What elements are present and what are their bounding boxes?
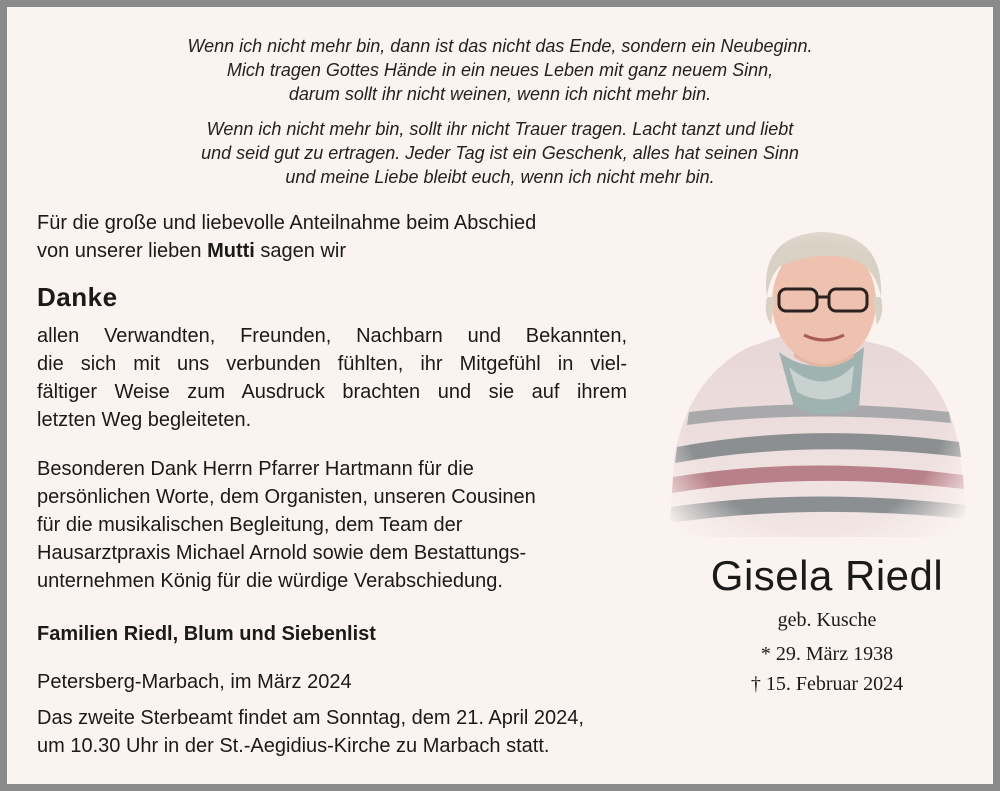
poem-line: und seid gut zu ertragen. Jeder Tag ist ein Geschenk, alles hat seinen Sinn (201, 143, 799, 163)
maiden-name: geb. Kusche (777, 609, 877, 631)
poem-stanza-2 (7, 117, 993, 189)
thanks-line: die sich mit uns verbunden fühlten, ihr Mitgefühl in viel- (37, 353, 627, 375)
intro-line: Für die große und liebevolle Anteilnahme beim Abschied (37, 212, 537, 234)
intro-line (37, 237, 536, 265)
special-line: für die musikalischen Begleitung, dem Team der (37, 514, 463, 536)
poem-line: Mich tragen Gottes Hände in ein neues Leben mit ganz neuem Sinn, (226, 60, 774, 80)
special-thanks-paragraph (37, 455, 536, 595)
poem-stanza-1 (7, 34, 993, 106)
obituary-card (7, 7, 993, 784)
portrait-photo (659, 207, 971, 537)
death-date: † 15. Februar 2024 (750, 673, 904, 695)
intro-text-part: von unserer lieben (37, 240, 208, 262)
thanks-line: allen Verwandten, Freunden, Nachbarn und Bekannten, (37, 325, 627, 347)
deceased-name: Gisela Riedl (710, 552, 944, 599)
service-line: um 10.30 Uhr in der St.-Aegidius-Kirche zu Marbach statt. (37, 735, 550, 757)
intro-bold-word: Mutti (207, 240, 255, 262)
poem-line: Wenn ich nicht mehr bin, dann ist das nicht das Ende, sondern ein Neubeginn. (187, 36, 813, 56)
service-notice (37, 704, 584, 760)
poem-line: und meine Liebe bleibt euch, wenn ich nicht mehr bin. (285, 167, 715, 187)
families-signature: Familien Riedl, Blum und Siebenlist (37, 623, 376, 645)
place-date: Petersberg-Marbach, im März 2024 (37, 671, 352, 693)
poem-line: darum sollt ihr nicht weinen, wenn ich nicht mehr bin. (288, 84, 712, 104)
thanks-line: letzten Weg begleiteten. (37, 409, 252, 431)
poem-line: Wenn ich nicht mehr bin, sollt ihr nicht Trauer tragen. Lacht tanzt und liebt (206, 119, 794, 139)
special-line: unternehmen König für die würdige Verabschiedung. (37, 570, 503, 592)
special-line: persönlichen Worte, dem Organisten, unseren Cousinen (37, 486, 536, 508)
deceased-details (667, 605, 987, 699)
special-line: Besonderen Dank Herrn Pfarrer Hartmann für die (37, 458, 474, 480)
thanks-paragraph (37, 322, 627, 434)
thanks-heading: Danke (37, 282, 118, 312)
intro-text (37, 209, 536, 265)
special-line: Hausarztpraxis Michael Arnold sowie dem Bestattungs- (37, 542, 527, 564)
birth-date: * 29. März 1938 (760, 643, 894, 665)
thanks-line: fältiger Weise zum Ausdruck brachten und sie auf ihrem (37, 381, 627, 403)
intro-text-part: sagen wir (254, 240, 347, 262)
service-line: Das zweite Sterbeamt findet am Sonntag, dem 21. April 2024, (37, 707, 584, 729)
